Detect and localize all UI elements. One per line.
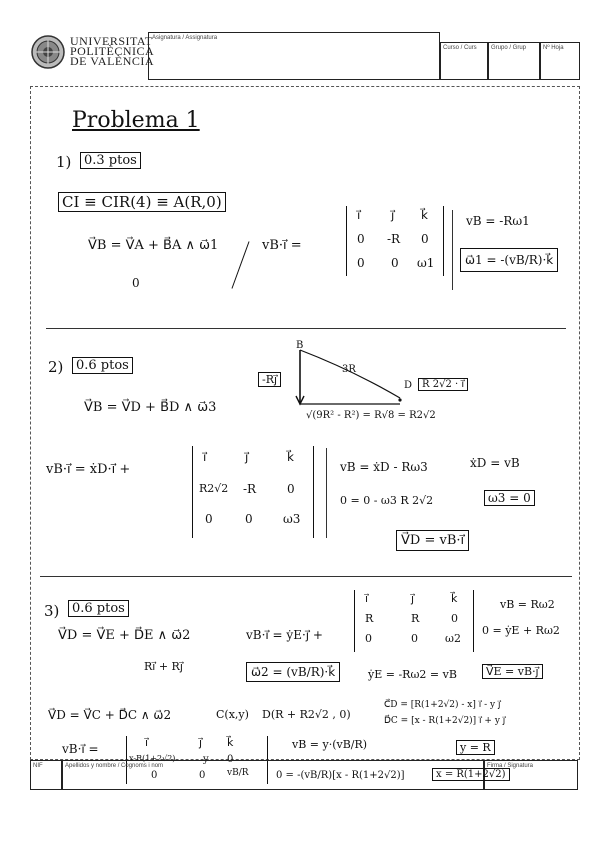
p3-cxy: C(x,y) (216, 708, 249, 721)
p1-vbi: vB·i⃗ = (262, 238, 302, 253)
p1-cir: CI ≡ CIR(4) ≡ A(R,0) (58, 192, 226, 212)
section-divider-2 (40, 576, 572, 577)
dni-field[interactable]: NIF (30, 760, 62, 790)
p3-matrix: i⃗ j⃗ k⃗ R R 0 0 0 ω2 (354, 590, 474, 652)
p1-zero: 0 (132, 276, 140, 290)
answer-area-frame (30, 86, 580, 760)
p2-minus-rj: -Rj⃗ (258, 372, 281, 387)
subject-field[interactable]: Asignatura / Assignatura (148, 32, 440, 80)
p3-omega2: ω⃗2 = (vB/R)·k⃗ (246, 662, 340, 682)
p3-dc-vector: D⃗C = [x - R(1+2√2)] i⃗ + y j⃗ (384, 716, 506, 726)
grupo-field[interactable]: Grupo / Grup (488, 42, 540, 80)
curso-field[interactable]: Curso / Curs (440, 42, 488, 80)
section-divider-1 (46, 328, 566, 329)
p3-bottom-left: vB·i⃗ = (62, 742, 99, 756)
p3-result-2: 0 = ẏE + Rω2 (482, 624, 560, 637)
p3-ye: ẏE = -Rω2 = vB (368, 668, 457, 681)
p3-x-eq: x = R(1+2√2) (432, 768, 510, 781)
page-header (22, 28, 582, 84)
p2-result-1b: ẋD = vB (470, 456, 520, 470)
university-line-3: DE VALÈNCIA (70, 54, 155, 68)
p1-result-2: ω⃗1 = -(vB/R)·k⃗ (460, 248, 558, 272)
p2-vb-equation: V⃗B = V⃗D + B⃗D ∧ ω⃗3 (84, 400, 217, 415)
p2-result-3: V⃗D = vB·i⃗ (396, 530, 469, 551)
p2-matrix: i⃗ j⃗ k⃗ R2√2 -R 0 0 0 ω3 (192, 446, 314, 538)
university-line-1: UNIVERSITAT (70, 34, 153, 48)
nombre-field[interactable]: Apellidos y nombre / Cognoms i nom (62, 760, 484, 790)
p2-triangle-diagram (292, 340, 422, 420)
p3-vbi: vB·i⃗ = ẏE·j⃗ + (246, 628, 323, 642)
p1-matrix: i⃗ j⃗ k⃗ 0 -R 0 0 0 ω1 (346, 206, 444, 276)
p3-bottom-matrix: i⃗ j⃗ k⃗ x-R(1+2√2) y 0 0 0 vB/R (126, 736, 268, 784)
p2-points: 0.6 ptos (72, 357, 133, 374)
p1-vb-equation: V⃗B = V⃗A + B⃗A ∧ ω⃗1 (88, 238, 219, 253)
p3-vb-y: vB = y·(vB/R) (292, 738, 368, 751)
p2-d-coord: R 2√2 · i⃗ (418, 378, 468, 391)
p3-number: 3) (44, 602, 60, 620)
problem-title: Problema 1 (72, 108, 200, 133)
p1-number: 1) (56, 153, 72, 171)
p1-divider (452, 210, 453, 290)
university-seal-icon (30, 34, 66, 70)
p2-result-2: 0 = 0 - ω3 R 2√2 (340, 494, 434, 507)
p3-ve: V⃗E = vB·j⃗ (482, 664, 543, 679)
hoja-field[interactable]: Nº Hoja (540, 42, 580, 80)
p3-result-1: vB = Rω2 (500, 598, 555, 611)
p3-d-point: D(R + R2√2 , 0) (262, 708, 351, 721)
p3-y-eq: y = R (456, 740, 495, 755)
p2-hypotenuse: √(9R² - R²) = R√8 = R2√2 (306, 410, 436, 421)
p2-result-2b: ω3 = 0 (484, 490, 535, 506)
p3-de: Ri⃗ + Rj⃗ (144, 660, 183, 673)
p2-label-3r: 3R (342, 364, 356, 375)
p1-result-1: vB = -Rω1 (466, 214, 530, 228)
p1-points: 0.3 ptos (80, 152, 141, 169)
p2-divider (326, 448, 327, 538)
p2-vbi: vB·i⃗ = ẋD·i⃗ + (46, 462, 131, 477)
p2-result-1: vB = ẋD - Rω3 (340, 460, 428, 474)
p3-vd2-equation: V⃗D = V⃗C + D⃗C ∧ ω⃗2 (48, 708, 172, 722)
p2-number: 2) (48, 358, 64, 376)
p3-bottom-right: 0 = -(vB/R)[x - R(1+2√2)] (276, 770, 405, 781)
university-name (70, 36, 154, 66)
p2-label-b: B (296, 340, 304, 351)
p3-points: 0.6 ptos (68, 600, 129, 617)
firma-field[interactable]: Firma / Signatura (484, 760, 578, 790)
university-line-2: POLITÈCNICA (70, 44, 155, 58)
p3-cd-vector: C⃗D = [R(1+2√2) - x] i⃗ - y j⃗ (384, 700, 501, 710)
p2-label-d: D (404, 380, 413, 391)
p3-vd-equation: V⃗D = V⃗E + D⃗E ∧ ω⃗2 (58, 628, 191, 643)
